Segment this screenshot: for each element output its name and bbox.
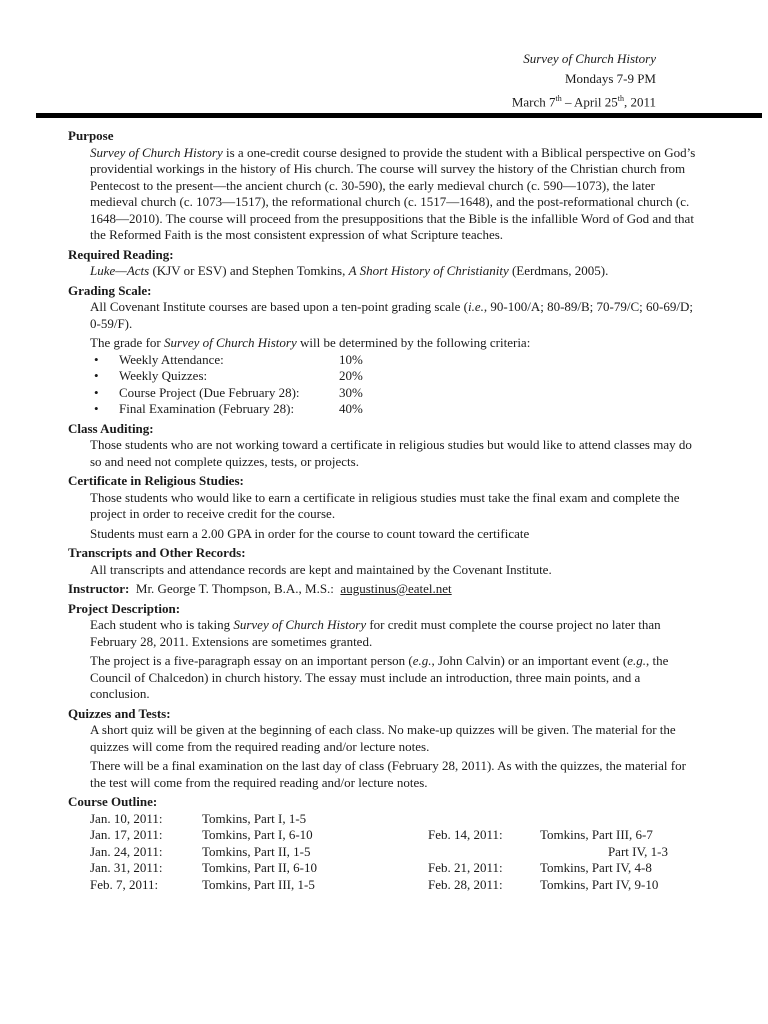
list-item: • Weekly Quizzes: 20% bbox=[94, 368, 363, 383]
header-rule bbox=[36, 113, 762, 118]
syllabus-body bbox=[68, 128, 702, 893]
quizzes-heading: Quizzes and Tests: bbox=[68, 705, 171, 721]
grading-list bbox=[90, 352, 702, 418]
instructor-line: Instructor: Mr. George T. Thompson, B.A., M.S.: augustinus@eatel.net bbox=[68, 581, 452, 596]
project-heading: Project Description: bbox=[68, 600, 181, 616]
certificate-gpa-text: Students must earn a 2.00 GPA in order for the course to count toward the certificate bbox=[90, 525, 530, 541]
auditing-text: Those students who are not working toward a certificate in religious studies but would like to attend classes may do so and need not complete quizzes, tests, or projects. bbox=[90, 437, 692, 469]
auditing-heading: Class Auditing: bbox=[68, 420, 154, 436]
outline-heading: Course Outline: bbox=[68, 794, 158, 809]
project-text: Each student who is taking Survey of Church History for credit must complete the course project no later than February 28, 2011. Extensions are sometimes granted. bbox=[90, 617, 661, 649]
grading-heading: Grading Scale: bbox=[68, 282, 152, 298]
schedule-header: Mondays 7-9 PM bbox=[564, 71, 656, 86]
table-row: Jan. 17, 2011: Tomkins, Part I, 6-10 Feb. 14, 2011: Tomkins, Part III, 6-7 bbox=[90, 827, 653, 842]
project-essay-text: The project is a five-paragraph essay on an important person (e.g., John Calvin) or an important event (e.g., the Council of Chalcedon) in church history. The essay must include an introduction, three main points, and a conclusion. bbox=[90, 653, 669, 701]
course-title-header: Survey of Church History bbox=[523, 51, 656, 66]
exam-text: There will be a final examination on the last day of class (February 28, 2011). As with the quizzes, the material for the test will come from the required reading and/or lecture notes. bbox=[90, 758, 686, 790]
quizzes-text: A short quiz will be given at the beginning of each class. No make-up quizzes will be given. The material for the quizzes will come from the required reading and/or lecture notes. bbox=[90, 722, 676, 754]
reading-heading: Required Reading: bbox=[68, 246, 174, 262]
outline-table bbox=[90, 811, 702, 894]
reading-text: Luke—Acts (KJV or ESV) and Stephen Tomkins, A Short History of Christianity (Eerdmans, 2005). bbox=[90, 263, 609, 278]
records-text: All transcripts and attendance records are kept and maintained by the Covenant Institute. bbox=[90, 561, 552, 577]
certificate-text: Those students who would like to earn a certificate in religious studies must take the final exam and complete the project in order to receive credit for the course. bbox=[90, 489, 680, 521]
purpose-heading: Purpose bbox=[68, 128, 114, 143]
purpose-text: Survey of Church History is a one-credit course designed to provide the student with a Biblical perspective on God’s providential workings in the history of His church. The course will survey the history of the Christian church from Pentecost to the present—the ancient church (c. 30-590), the early medieval church (c. 590—1073), the later medieval church (c. 1073—1517), the reformational church (c. 1517—1648), and the post-reformational church (c. 1648—2010). The course will proceed from the presuppositions that the Bible is the infallible Word of God and that the Reformed Faith is the most consistent expression of what Scripture teaches. bbox=[90, 144, 696, 242]
grading-scale-text: All Covenant Institute courses are based upon a ten-point grading scale (i.e., 90-100/A; 80-89/B; 70-79/C; 60-69/D; 0-59/F). bbox=[90, 299, 693, 331]
records-heading: Transcripts and Other Records: bbox=[68, 545, 246, 560]
list-item: • Course Project (Due February 28): 30% bbox=[94, 384, 363, 400]
grading-criteria-intro: The grade for Survey of Church History will be determined by the following criteria: bbox=[90, 335, 531, 350]
table-row: Jan. 31, 2011: Tomkins, Part II, 6-10 Feb. 21, 2011: Tomkins, Part IV, 4-8 bbox=[90, 860, 652, 875]
dates-header: March 7th – April 25th, 2011 bbox=[511, 94, 656, 110]
list-item: • Weekly Attendance: 10% bbox=[94, 351, 363, 367]
certificate-heading: Certificate in Religious Studies: bbox=[68, 473, 244, 488]
instructor-email-link[interactable]: augustinus@eatel.net bbox=[340, 581, 452, 596]
table-row: Feb. 7, 2011: Tomkins, Part III, 1-5 Feb. 28, 2011: Tomkins, Part IV, 9-10 bbox=[90, 876, 659, 892]
table-row: Jan. 10, 2011: Tomkins, Part I, 1-5 bbox=[90, 810, 307, 826]
table-row: Jan. 24, 2011: Tomkins, Part II, 1-5 Part IV, 1-3 bbox=[90, 843, 668, 859]
list-item: • Final Examination (February 28): 40% bbox=[94, 401, 363, 416]
